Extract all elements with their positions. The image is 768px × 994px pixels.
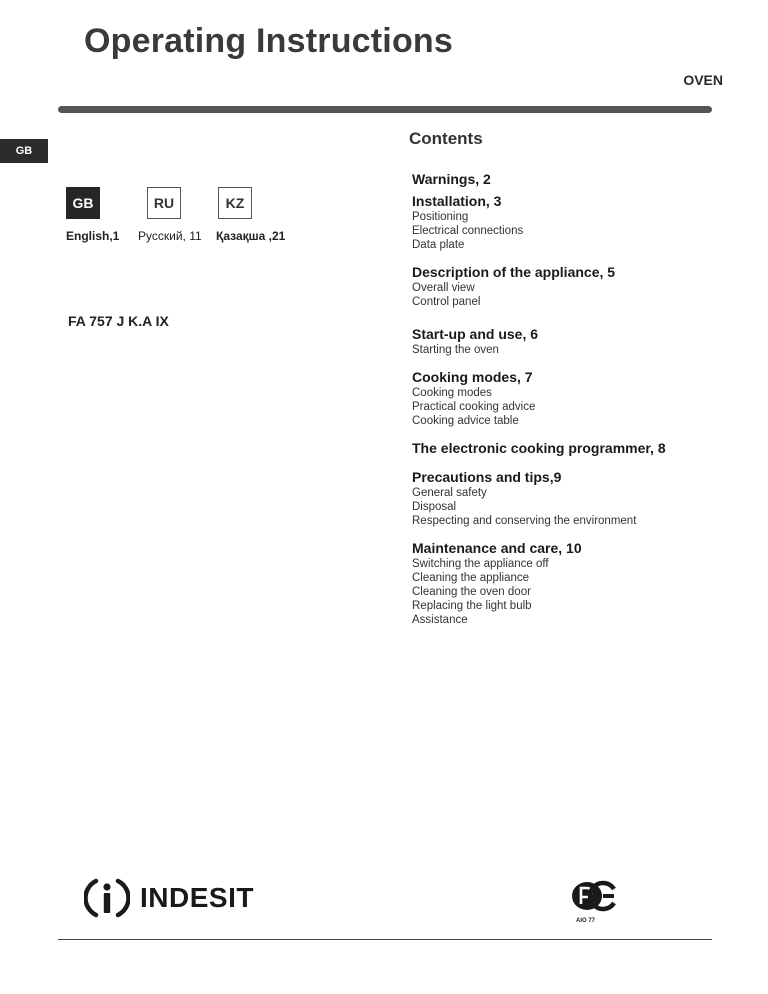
- toc-item: Cleaning the appliance: [412, 572, 530, 584]
- toc-section: [412, 170, 732, 188]
- brand-logo: [84, 876, 254, 920]
- footer-divider: [58, 939, 712, 940]
- language-tab: GB: [0, 139, 48, 163]
- toc-section-title: Cooking modes, 7: [412, 369, 533, 385]
- toc-item: Starting the oven: [412, 344, 499, 356]
- toc-section: [412, 192, 732, 252]
- toc-section-title: Installation, 3: [412, 193, 502, 209]
- certification-code: AIO 77: [576, 918, 596, 924]
- lang-label-kz: Қазақша ,21: [216, 229, 286, 243]
- info-circle-icon: [84, 875, 130, 921]
- toc-item: Cleaning the oven door: [412, 586, 531, 598]
- pct-certification-icon: [570, 880, 616, 912]
- toc-item: General safety: [412, 487, 487, 499]
- document-title: Operating Instructions: [84, 22, 453, 60]
- table-of-contents: [412, 170, 732, 638]
- toc-section: [412, 368, 732, 428]
- toc-item: Positioning: [412, 211, 469, 223]
- toc-item: Data plate: [412, 239, 465, 251]
- toc-item: Switching the appliance off: [412, 558, 549, 570]
- toc-item: Respecting and conserving the environment: [412, 515, 637, 527]
- header-divider: [58, 106, 712, 113]
- toc-item: Disposal: [412, 501, 457, 513]
- toc-section-title: The electronic cooking programmer, 8: [412, 440, 666, 456]
- contents-heading: Contents: [409, 129, 483, 148]
- toc-item: Cooking advice table: [412, 415, 519, 427]
- toc-item: Practical cooking advice: [412, 401, 536, 413]
- product-type: OVEN: [683, 72, 723, 88]
- toc-section: [412, 325, 732, 357]
- toc-section: [412, 468, 732, 528]
- toc-section-title: Maintenance and care, 10: [412, 540, 582, 556]
- brand-logo-text: INDESIT: [140, 882, 254, 913]
- toc-item: Overall view: [412, 282, 475, 294]
- toc-section: [412, 263, 732, 309]
- toc-item: Replacing the light bulb: [412, 600, 532, 612]
- toc-section-title: Warnings, 2: [412, 171, 491, 187]
- model-number: FA 757 J K.A IX: [68, 313, 169, 329]
- toc-section: [412, 539, 732, 627]
- toc-section-title: Description of the appliance, 5: [412, 264, 616, 280]
- toc-section-title: Start-up and use, 6: [412, 326, 539, 342]
- lang-label-ru: Русский, 11: [138, 229, 202, 243]
- lang-box-ru: RU: [147, 187, 181, 219]
- toc-item: Assistance: [412, 614, 468, 626]
- lang-box-kz: KZ: [218, 187, 252, 219]
- toc-item: Control panel: [412, 296, 481, 308]
- toc-section: [412, 439, 732, 457]
- lang-label-gb: English,1: [66, 229, 120, 243]
- toc-section-title: Precautions and tips,9: [412, 469, 562, 485]
- toc-item: Electrical connections: [412, 225, 524, 237]
- lang-box-gb: GB: [66, 187, 100, 219]
- certification-mark: [570, 880, 616, 924]
- toc-item: Cooking modes: [412, 387, 492, 399]
